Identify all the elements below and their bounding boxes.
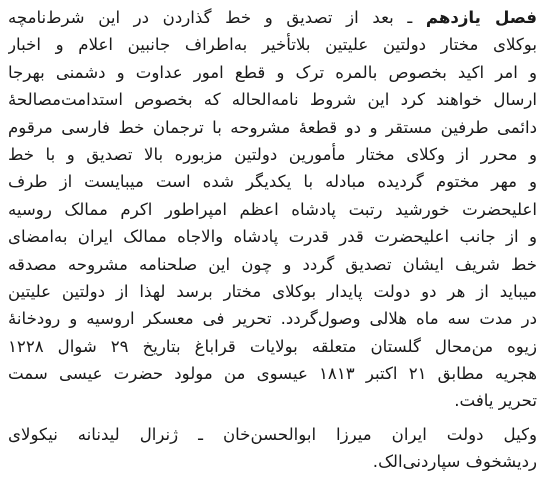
article-line-10: خط شریف ایشان تصدیق گردد و چون این صلحنامه مشروحه مصدقه bbox=[8, 254, 537, 274]
article-line-9: و از جانب اعلیحضرت قدر قدرت پادشاه والاجاه ممالک ایران به‌امضای bbox=[8, 227, 537, 247]
article-line-2: بوکلای مختار دولتین علیتین بلاتأخیر به‌اطراف جانبین اعلام و اخبار bbox=[8, 35, 537, 55]
article-line-1 bbox=[8, 4, 537, 31]
article-line-12: در مدت سه ماه هلالی وصول‌گردد. تحریر فی معسکر اروسیه و رودخانهٔ bbox=[8, 309, 537, 329]
article-heading: فصل یازدهم bbox=[425, 8, 537, 27]
article-line-8: اعلیحضرت خورشید رتبت پادشاه اعظم امپراطور اکرم ممالک روسیه bbox=[8, 199, 537, 219]
article-line-13: زیوه من‌محال گلستان متعلقه بولایات قراباغ بتاریخ ۲۹ شوال ۱۲۲۸ bbox=[8, 336, 537, 356]
article-line-14: هجریه مطابق ۲۱ اکتبر ۱۸۱۳ عیسوی من مولود حضرت عیسی سمت bbox=[8, 364, 537, 384]
article-line-15: تحریر یافت. bbox=[454, 391, 537, 411]
article-body bbox=[8, 4, 537, 415]
signature-line-2: ردیشخوف سپاردنی‌الک. bbox=[372, 452, 537, 472]
article-line-5: دائمی طرفین مستقر و دو قطعهٔ مشروحه با ترجمان خط فارسی مرقوم bbox=[8, 117, 537, 137]
article-line-3: و امر اکید بخصوص بالمره ترک و قطع امور عداوت و دشمنی بهرجا bbox=[8, 62, 537, 82]
article-line-6: و محرر از وکلای مختار مأمورین دولتین مزبوره بالا تصدیق و با خط bbox=[8, 144, 537, 164]
article-line-4: ارسال خواهند کرد این شروط نامه‌الحاله که بخصوص استدامت‌مصالحهٔ bbox=[8, 90, 537, 110]
signature-block bbox=[8, 421, 537, 476]
article-line-7: و مهر مختوم گردیده مبادله با یکدیگر شده است میبایست از طرف bbox=[8, 172, 537, 192]
article-line-1-text: ـ بعد از تصدیق و خط گذاردن در این شرط‌نامچه bbox=[8, 8, 413, 27]
article-line-11: میباید از هر دو دولت پایدار بوکلای مختار برسد لهذا از دولتین علیتین bbox=[8, 281, 537, 301]
signature-line-1: وکیل دولت ایران میرزا ابوالحسن‌خان ـ ژنرال لیدنانه نیکولای bbox=[8, 424, 537, 444]
